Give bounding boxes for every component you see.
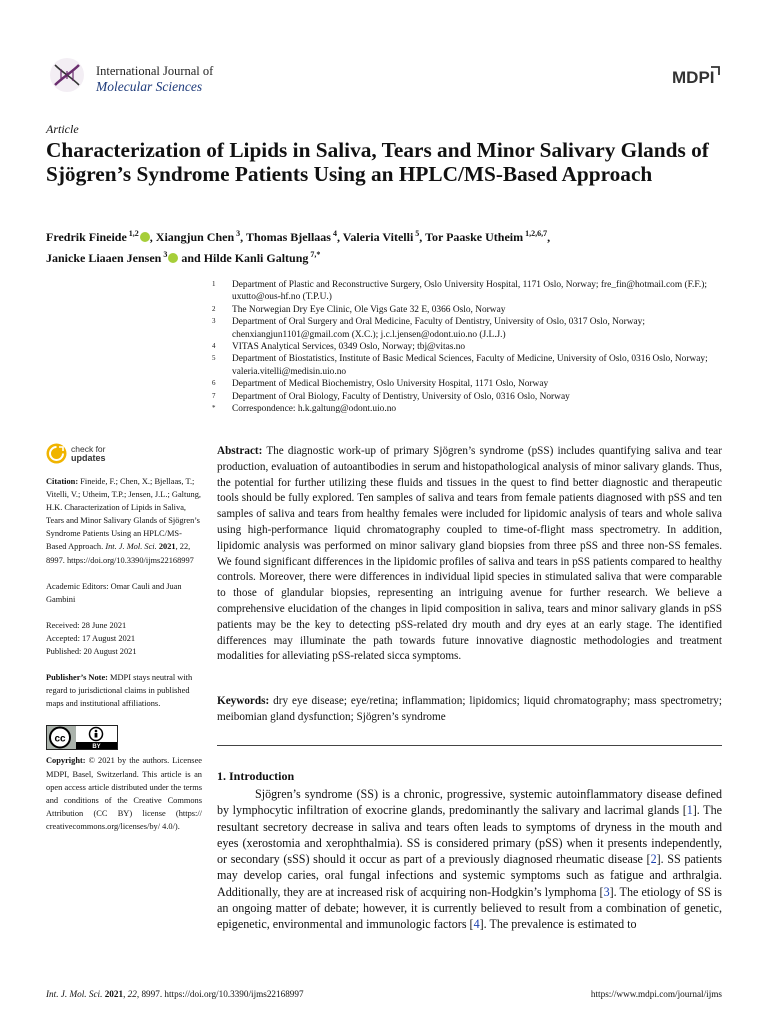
footer-year: 2021	[104, 989, 124, 999]
received-date: Received: 28 June 2021	[46, 620, 127, 630]
affiliation-item	[212, 353, 722, 378]
author-separator: ,	[240, 230, 246, 244]
author-name: Hilde Kanli Galtung	[203, 251, 309, 265]
affiliation-text: Department of Oral Biology, Faculty of Dentistry, University of Oslo, 0316 Oslo, Norway	[232, 391, 570, 402]
copyright	[46, 754, 202, 833]
citation-journal: Int. J. Mol. Sci.	[105, 542, 157, 552]
affiliation-number: 5	[212, 354, 216, 363]
affiliation-number: 1	[212, 280, 216, 288]
article-type: Article	[46, 122, 79, 136]
check-updates-icon	[46, 443, 67, 464]
author-affiliation-marker: 7,*	[310, 250, 321, 259]
keywords	[217, 694, 722, 726]
author-separator: ,	[336, 230, 343, 244]
keywords-label: Keywords:	[217, 695, 270, 707]
affiliation-item	[212, 403, 722, 415]
abstract-label: Abstract:	[217, 445, 263, 457]
affiliation-item	[212, 279, 722, 304]
author-separator: ,	[419, 230, 426, 244]
author-list	[46, 225, 716, 267]
author-name: Janicke Liaaen Jensen	[46, 251, 162, 265]
section-divider	[217, 745, 722, 746]
author-separator: ,	[149, 230, 156, 244]
citation-doi[interactable]: , 22, 8997. https://doi.org/10.3390/ijms22168997	[46, 542, 194, 565]
journal-logo-icon	[47, 55, 87, 95]
author-affiliation-marker: 3	[163, 250, 168, 259]
affiliation-number: 6	[212, 379, 216, 388]
affiliation-text: The Norwegian Dry Eye Clinic, Ole Vigs Gate 32 E, 0366 Oslo, Norway	[232, 304, 506, 315]
affiliation-number: 7	[212, 391, 216, 400]
cc-badge-text: BY	[92, 744, 101, 751]
author-affiliation-marker: 3	[236, 229, 241, 238]
affiliation-text: VITAS Analytical Services, 0349 Oslo, Norway; tbj@vitas.no	[232, 342, 466, 353]
intro-text: ]. The resultant secretory decrease in saliva and tears often leads to symptoms of dryness in the mouth and eyes (xerostomia and xerophthalmia). SS is considered primary (pSS) when it presents independently, or secondary (sSS) should it occur as part of a previously diagnosed rheumatic disease [	[217, 803, 722, 867]
author-affiliation-marker: 1,2,6,7	[525, 229, 548, 238]
publishers-note	[46, 671, 202, 710]
check-updates-line2: updates	[71, 453, 106, 463]
academic-editors: Academic Editors: Omar Cauli and Juan Gambini	[46, 581, 182, 604]
cc-by-license-icon[interactable]	[46, 725, 118, 750]
orcid-icon[interactable]	[140, 232, 150, 242]
journal-name	[96, 64, 213, 94]
affiliation-item	[212, 304, 722, 316]
reference-link[interactable]: 4	[473, 917, 480, 932]
footer-citation: Int. J. Mol. Sci. 2021, 22, 8997. https://doi.org/10.3390/ijms22168997	[46, 989, 304, 999]
affiliation-text: Department of Oral Surgery and Oral Medicine, Faculty of Dentistry, University of Oslo, 0317 Oslo, Norway; chenxiangjun1101@gmail.com (X.C.); j.c.l.jensen@odont.uio.no (J.L.J.)	[232, 317, 645, 340]
author-affiliation-marker: 5	[415, 229, 420, 238]
affiliation-item	[212, 391, 722, 403]
article-title: Characterization of Lipids in Saliva, Tears and Minor Salivary Glands of Sjögren’s Syndrome Patients Using an HPLC/MS-Based Approach	[46, 138, 709, 186]
check-updates-line1: check for	[71, 444, 106, 454]
affiliation-item	[212, 316, 722, 341]
affiliation-number: 3	[212, 317, 216, 326]
citation-text: Fineide, F.; Chen, X.; Bjellaas, T.; Vitelli, V.; Utheim, T.P.; Jensen, J.L.; Galtung, H.K. Characterization of Lipids in Saliva, Tears and Minor Salivary Glands of Sjögren’s Syndrome Patients Using an HPLC/MS-Based Approach.	[46, 477, 201, 552]
orcid-icon[interactable]	[168, 253, 178, 263]
journal-name-line2: Molecular Sciences	[96, 79, 203, 94]
affiliation-text: Correspondence: h.k.galtung@odont.uio.no	[232, 404, 397, 415]
publishers-note-label: Publisher’s Note:	[46, 673, 108, 683]
author-name: Valeria Vitelli	[342, 230, 414, 244]
affiliation-text: Department of Medical Biochemistry, Oslo University Hospital, 1171 Oslo, Norway	[232, 379, 549, 390]
abstract-text: The diagnostic work-up of primary Sjögren’s syndrome (pSS) includes quantifying saliva and tear production, evaluation of autoantibodies in serum and histopathological analysis of minor salivary glands. Thus, the potential for further utilizing these fluids and tissues in the quest to find better diagnostic and therapeutic tools should be fully explored. Ten samples of saliva and tears from female patients diagnosed with pSS and ten samples of saliva and tears from healthy females were included for lipidomic analysis of tears and whole saliva using high-performance liquid chromatography coupled to time-of-flight mass spectrometry. In addition, lipidomic analysis was performed on minor salivary gland biopsies from three pSS and three non-SS females. We found significant differences in the lipidomic profiles of saliva and tears in pSS patients compared to healthy controls. Moreover, there were differences in individual lipid species in stimulated saliva that were comparable to those of glandular biopsies, representing an intriguing avenue for further research. We believe a comprehensive elucidation of the changes in lipid composition in saliva, tears and minor salivary glands in pSS patients may be the key to detecting pSS-related dry mouth and dry eyes at an early stage. The identified differences may illuminate the path towards future innovative diagnostic methodologies and treatment modalities for alleviating pSS-related sicca symptoms.	[217, 445, 722, 663]
check-for-updates-button[interactable]	[46, 443, 136, 467]
citation-label: Citation:	[46, 477, 79, 486]
affiliation-text: Department of Plastic and Reconstructive Surgery, Oslo University Hospital, 1171 Oslo, Norway; fre_fin@hotmail.com (F.F.); uxutto@ous-hf.no (T.P.U.)	[232, 280, 707, 303]
intro-text: ]. The etiology of SS is an ongoing matter of debate; however, it is currently believed to result from a combination of genetic, epigenetic, environmental and immunologic factors [	[217, 884, 722, 932]
affiliations	[212, 279, 722, 415]
introduction-paragraph	[217, 786, 722, 933]
affiliation-item	[212, 341, 722, 353]
footer-journal-url[interactable]: https://www.mdpi.com/journal/ijms	[590, 989, 722, 999]
intro-text: Sjögren’s syndrome (SS) is a chronic, progressive, systemic autoinflammatory disease defined by lymphocytic infiltration of exocrine glands, predominantly the salivary and lacrimal glands [	[217, 787, 722, 818]
affiliation-number: *	[212, 404, 216, 413]
author-name: Thomas Bjellaas	[245, 230, 331, 244]
author-name: Fredrik Fineide	[46, 230, 127, 244]
check-updates-label	[71, 445, 106, 463]
author-separator: ,	[547, 230, 551, 244]
footer-doi[interactable]: , 8997. https://doi.org/10.3390/ijms22168997	[136, 989, 304, 999]
author-affiliation-marker: 4	[332, 229, 337, 238]
svg-text:cc: cc	[54, 733, 66, 745]
intro-text: ]. SS patients may develop caries, oral fungal infections and systemic symptoms such as fatigue and arthralgia. Additionally, they are at increased risk of acquiring non-Hodgkin’s lymphoma [	[217, 852, 722, 899]
footer-journal: Int. J. Mol. Sci.	[46, 989, 103, 999]
reference-link[interactable]: 1	[686, 803, 693, 818]
intro-text: ]. The prevalence is estimated to	[479, 917, 637, 932]
author-name: Tor Paaske Utheim	[425, 230, 524, 244]
affiliation-text: Department of Biostatistics, Institute of Basic Medical Sciences, Faculty of Medicine, University of Oslo, 0316 Oslo, Norway; valeria.vitelli@medisin.uio.no	[232, 354, 708, 377]
affiliation-number: 2	[212, 304, 216, 313]
author-affiliation-marker: 1,2	[128, 229, 139, 238]
reference-link[interactable]: 2	[650, 852, 657, 867]
reference-link[interactable]: 3	[603, 884, 610, 899]
mdpi-logo	[672, 64, 720, 88]
footer-volume: 22	[127, 989, 137, 999]
keywords-text: dry eye disease; eye/retina; inflammation; lipidomics; liquid chromatography; mass spectrometry; meibomian gland dysfunction; Sjögren’s syndrome	[217, 695, 723, 723]
citation	[46, 475, 202, 567]
citation-year: 2021	[158, 542, 176, 552]
author-name: Xiangjun Chen	[155, 230, 235, 244]
accepted-date: Accepted: 17 August 2021	[46, 633, 136, 643]
author-separator: and	[178, 251, 204, 265]
published-date: Published: 20 August 2021	[46, 647, 137, 657]
affiliation-number: 4	[212, 342, 216, 351]
journal-name-line1: International Journal of	[96, 64, 214, 78]
abstract	[217, 444, 722, 665]
copyright-text: © 2021 by the authors. Licensee MDPI, Basel, Switzerland. This article is an open access article distributed under the terms and conditions of the Creative Commons Attribution (CC BY) license (https:// creativecommons.org/licenses/by/ 4.0/).	[46, 756, 203, 831]
mdpi-logo-text: MDPI	[672, 68, 715, 87]
section-heading: 1. Introduction	[217, 769, 295, 783]
copyright-label: Copyright:	[46, 756, 86, 766]
affiliation-item	[212, 378, 722, 390]
sidebar	[46, 475, 202, 833]
publishers-note-text: MDPI stays neutral with regard to jurisdictional claims in published maps and institutional affiliations.	[46, 673, 193, 709]
